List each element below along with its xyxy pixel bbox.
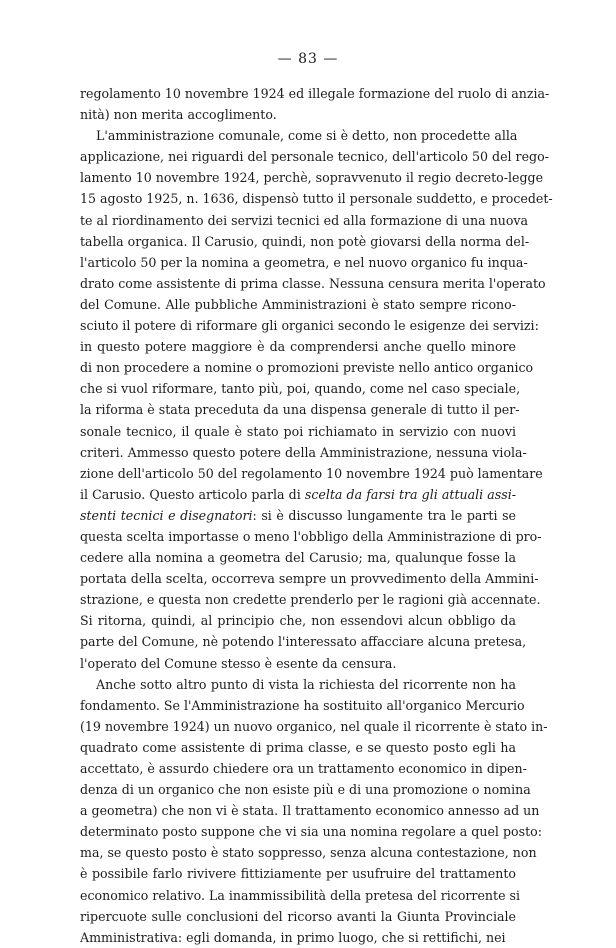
text-run: questa scelta importasse o meno l'obbligo della Amministrazione di pro- bbox=[80, 528, 542, 544]
text-line bbox=[80, 188, 553, 209]
text-run: Si ritorna, quindi, al principio che, non essendovi alcun obbligo da bbox=[80, 613, 516, 629]
text-run: fondamento. Se l'Amministrazione ha sostituito all'organico Mercurio bbox=[80, 697, 525, 713]
text-run: a geometra) che non vi è stata. Il trattamento economico annesso ad un bbox=[80, 803, 540, 819]
text-line bbox=[80, 336, 516, 357]
text-line bbox=[80, 779, 531, 800]
text-line bbox=[80, 863, 516, 884]
text-run: lamento 10 novembre 1924, perchè, sopravvenuto il regio decreto-legge bbox=[80, 170, 544, 186]
text-run: zione dell'articolo 50 del regolamento 10 novembre 1924 può lamentare bbox=[80, 465, 543, 481]
text-line bbox=[80, 315, 539, 336]
text-line bbox=[80, 906, 516, 927]
text-line bbox=[80, 104, 516, 125]
text-line bbox=[80, 146, 549, 167]
text-run: sonale tecnico, il quale è stato poi richiamato in servizio con nuovi bbox=[80, 423, 516, 439]
text-run: strazione, e questa non credette prenderlo per le ragioni già accennate. bbox=[80, 592, 541, 608]
text-run: la riforma è stata preceduta da una dispensa generale di tutto il per- bbox=[80, 402, 520, 418]
text-line bbox=[80, 484, 516, 505]
text-line bbox=[80, 737, 516, 758]
text-run: L'amministrazione comunale, come si è detto, non procedette alla bbox=[96, 128, 518, 144]
text-line bbox=[80, 526, 542, 547]
text-run: tabella organica. Il Carusio, quindi, non potè giovarsi della norma del- bbox=[80, 233, 530, 249]
text-line bbox=[80, 399, 520, 420]
text-line bbox=[80, 357, 534, 378]
text-run: nità) non merita accoglimento. bbox=[80, 107, 277, 123]
text-run: : si è discusso lungamente tra le parti se bbox=[252, 507, 516, 523]
paragraph bbox=[80, 83, 550, 125]
text-line bbox=[80, 716, 548, 737]
page-number: — 83 — bbox=[277, 51, 339, 67]
text-run: parte del Comune, nè potendo l'interessato affacciare alcuna pretesa, bbox=[80, 634, 527, 650]
text-line bbox=[80, 378, 521, 399]
text-run: applicazione, nei riguardi del personale tecnico, dell'articolo 50 del rego- bbox=[80, 149, 549, 165]
text-line bbox=[80, 800, 540, 821]
text-run: l'operato del Comune stesso è esente da censura. bbox=[80, 655, 397, 671]
text-run: del Comune. Alle pubbliche Amministrazioni è stato sempre ricono- bbox=[80, 296, 516, 312]
text-line bbox=[80, 210, 529, 231]
text-line bbox=[80, 610, 516, 631]
text-line bbox=[80, 674, 516, 695]
text-run: cedere alla nomina a geometra del Carusio; ma, qualunque fosse la bbox=[80, 550, 516, 566]
text-run: criteri. Ammesso questo potere della Amministrazione, nessuna viola- bbox=[80, 444, 527, 460]
text-run: ma, se questo posto è stato soppresso, senza alcuna contestazione, non bbox=[80, 845, 537, 861]
text-line bbox=[80, 885, 521, 906]
text-run: (19 novembre 1924) un nuovo organico, nel quale il ricorrente è stato in- bbox=[80, 718, 548, 734]
text-run: il Carusio. Questo articolo parla di bbox=[80, 486, 305, 502]
text-run: Amministrativa: egli domanda, in primo luogo, che si rettifichi, nei bbox=[80, 929, 506, 945]
text-line bbox=[80, 842, 537, 863]
text-line bbox=[80, 505, 516, 526]
text-run: determinato posto suppone che vi sia una nomina regolare a quel posto: bbox=[80, 824, 542, 840]
text-run: portata della scelta, occorreva sempre un provvedimento della Ammini- bbox=[80, 571, 539, 587]
text-line bbox=[80, 83, 550, 104]
text-line bbox=[80, 631, 527, 652]
body-text bbox=[80, 83, 553, 948]
text-line bbox=[80, 167, 544, 188]
text-line bbox=[80, 252, 528, 273]
text-run: 15 agosto 1925, n. 1636, dispensò tutto il personale suddetto, e procedet- bbox=[80, 191, 553, 207]
text-line bbox=[80, 821, 542, 842]
text-line bbox=[80, 421, 516, 442]
italic-text-run: scelta da farsi tra gli attuali assi- bbox=[304, 486, 516, 502]
text-line bbox=[80, 653, 516, 674]
text-line bbox=[80, 547, 516, 568]
text-line bbox=[80, 589, 541, 610]
text-run: in questo potere maggiore è da comprendersi anche quello minore bbox=[80, 339, 516, 355]
text-line bbox=[80, 231, 530, 252]
text-run: regolamento 10 novembre 1924 ed illegale formazione del ruolo di anzia- bbox=[80, 86, 550, 101]
text-line bbox=[80, 695, 525, 716]
italic-text-run: stenti tecnici e disegnatori bbox=[80, 507, 253, 523]
paragraph bbox=[80, 125, 553, 673]
text-line bbox=[80, 927, 516, 948]
text-run: sciuto il potere di riformare gli organici secondo le esigenze dei servizi: bbox=[80, 318, 539, 334]
text-run: che si vuol riformare, tanto più, poi, quando, come nel caso speciale, bbox=[80, 381, 521, 397]
text-run: te al riordinamento dei servizi tecnici ed alla formazione di una nuova bbox=[80, 212, 529, 228]
text-run: l'articolo 50 per la nomina a geometra, e nel nuovo organico fu inqua- bbox=[80, 254, 528, 270]
paragraph bbox=[80, 674, 548, 948]
text-run: denza di un organico che non esiste più e di una promozione o nomina bbox=[80, 782, 531, 798]
text-run: è possibile farlo rivivere fittiziamente per usufruire del trattamento bbox=[80, 866, 516, 882]
text-line bbox=[80, 463, 543, 484]
text-line bbox=[80, 294, 516, 315]
text-line bbox=[80, 758, 527, 779]
text-line bbox=[80, 273, 546, 294]
text-run: di non procedere a nomine o promozioni previste nello antico organico bbox=[80, 360, 534, 376]
text-run: Anche sotto altro punto di vista la richiesta del ricorrente non ha bbox=[96, 676, 516, 692]
text-line bbox=[80, 125, 516, 146]
text-run: ripercuote sulle conclusioni del ricorso avanti la Giunta Provinciale bbox=[80, 908, 516, 924]
text-line bbox=[80, 568, 539, 589]
text-run: accettato, è assurdo chiedere ora un trattamento economico in dipen- bbox=[80, 761, 527, 776]
text-run: economico relativo. La inammissibilità della pretesa del ricorrente si bbox=[80, 887, 521, 903]
text-run: quadrato come assistente di prima classe, e se questo posto egli ha bbox=[80, 739, 516, 755]
text-line bbox=[80, 442, 527, 463]
text-run: drato come assistente di prima classe. Nessuna censura merita l'operato bbox=[80, 275, 546, 291]
